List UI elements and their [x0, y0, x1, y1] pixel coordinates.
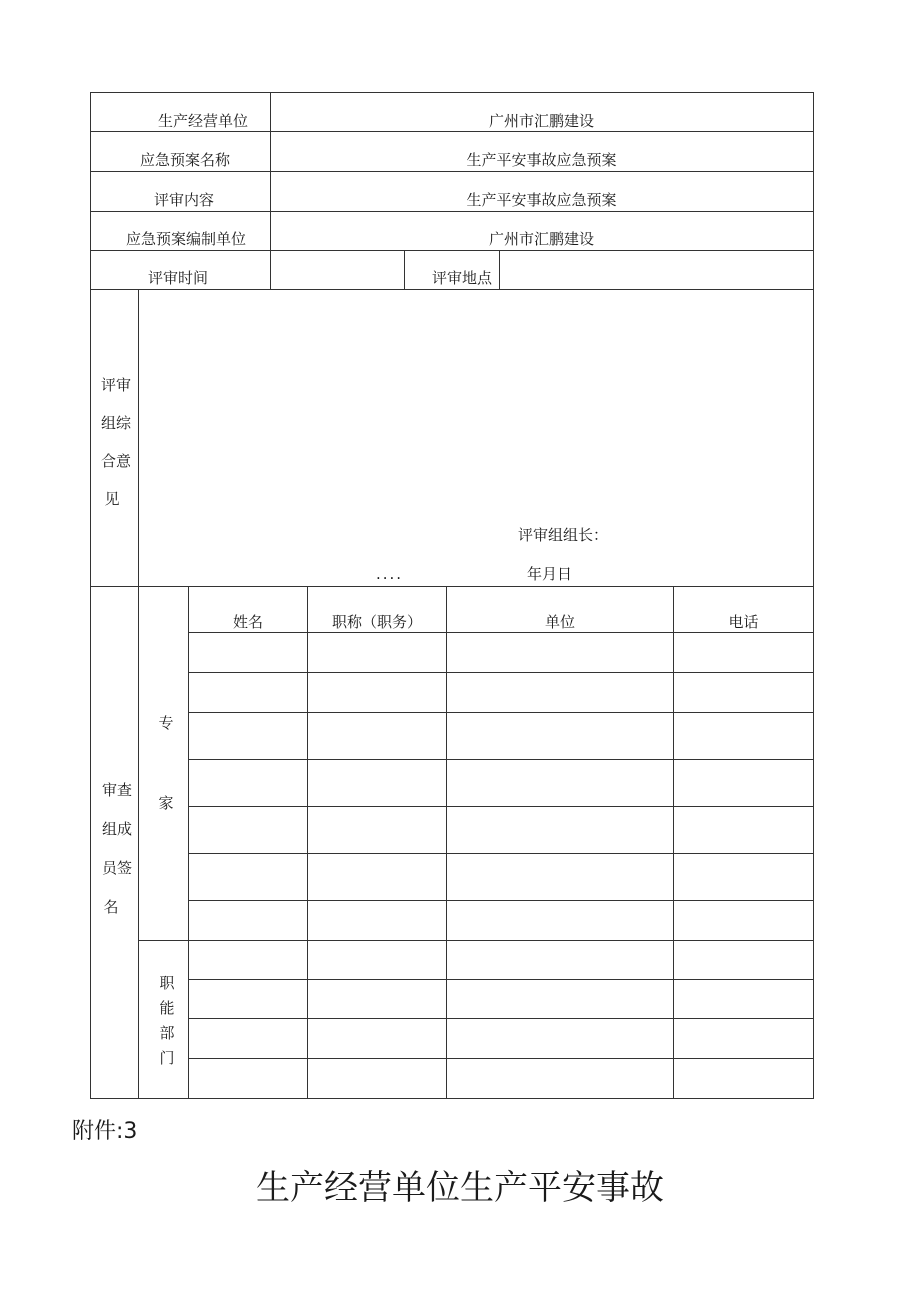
table-border-right	[813, 92, 814, 1098]
group-label-divider	[188, 586, 189, 1098]
grid-row-line	[188, 900, 813, 901]
departments-label-line: 门	[159, 1049, 175, 1067]
col-divider	[307, 586, 308, 1098]
review-place-label: 评审地点	[432, 269, 493, 287]
column-header-phone: 电话	[728, 613, 759, 631]
field-value-compiler: 广州市汇鹏建设	[488, 230, 594, 248]
members-label-line: 员签	[101, 859, 132, 877]
review-place-field[interactable]	[500, 251, 813, 289]
field-value-review-content: 生产平安事故应急预案	[466, 191, 617, 209]
review-time-field[interactable]	[271, 251, 404, 289]
date-label: 年月日	[527, 565, 573, 583]
experts-label-line: 家	[158, 794, 174, 812]
field-value-plan-name: 生产平安事故应急预案	[466, 151, 617, 169]
group-divider	[138, 940, 813, 941]
members-label-line: 审查	[101, 781, 132, 799]
opinion-label-line: 合意	[100, 452, 131, 470]
team-leader-signature-label: 评审组组长：	[518, 526, 609, 544]
row-divider	[90, 131, 814, 132]
col-divider	[446, 586, 447, 1098]
table-border-bottom	[90, 1098, 814, 1099]
departments-label-line: 职	[159, 974, 175, 992]
col-divider	[673, 586, 674, 1098]
grid-row-line	[188, 806, 813, 807]
document-title: 生产经营单位生产平安事故	[256, 1168, 664, 1208]
row-divider	[90, 171, 814, 172]
attachment-label: 附件:3	[72, 1119, 138, 1144]
review-time-label: 评审时间	[148, 269, 209, 287]
table-border-top	[90, 92, 814, 93]
column-header-title: 职称（职务）	[331, 613, 422, 631]
table-border-left	[90, 92, 91, 1098]
grid-row-line	[188, 759, 813, 760]
grid-row-line	[188, 1018, 813, 1019]
date-dots: ....	[376, 565, 404, 583]
opinion-text-area[interactable]	[139, 290, 813, 520]
opinion-label-line: 评审	[100, 376, 131, 394]
grid-row-line	[188, 1058, 813, 1059]
experts-label-line: 专	[158, 714, 174, 732]
field-value-unit: 广州市汇鹏建设	[488, 112, 594, 130]
column-header-unit: 单位	[544, 613, 575, 631]
grid-row-line	[188, 853, 813, 854]
grid-row-line	[188, 979, 813, 980]
column-header-name: 姓名	[232, 613, 263, 631]
grid-row-line	[188, 712, 813, 713]
departments-label-line: 能	[159, 999, 175, 1017]
time-place-divider	[404, 250, 405, 289]
row-divider	[90, 211, 814, 212]
members-label-line: 名	[103, 898, 119, 916]
grid-row-line	[188, 672, 813, 673]
opinion-label-line: 见	[104, 490, 120, 508]
opinion-label-line: 组综	[100, 414, 131, 432]
row-divider	[90, 586, 814, 587]
departments-label-line: 部	[159, 1024, 175, 1042]
grid-row-line	[188, 632, 813, 633]
members-label-line: 组成	[101, 820, 132, 838]
